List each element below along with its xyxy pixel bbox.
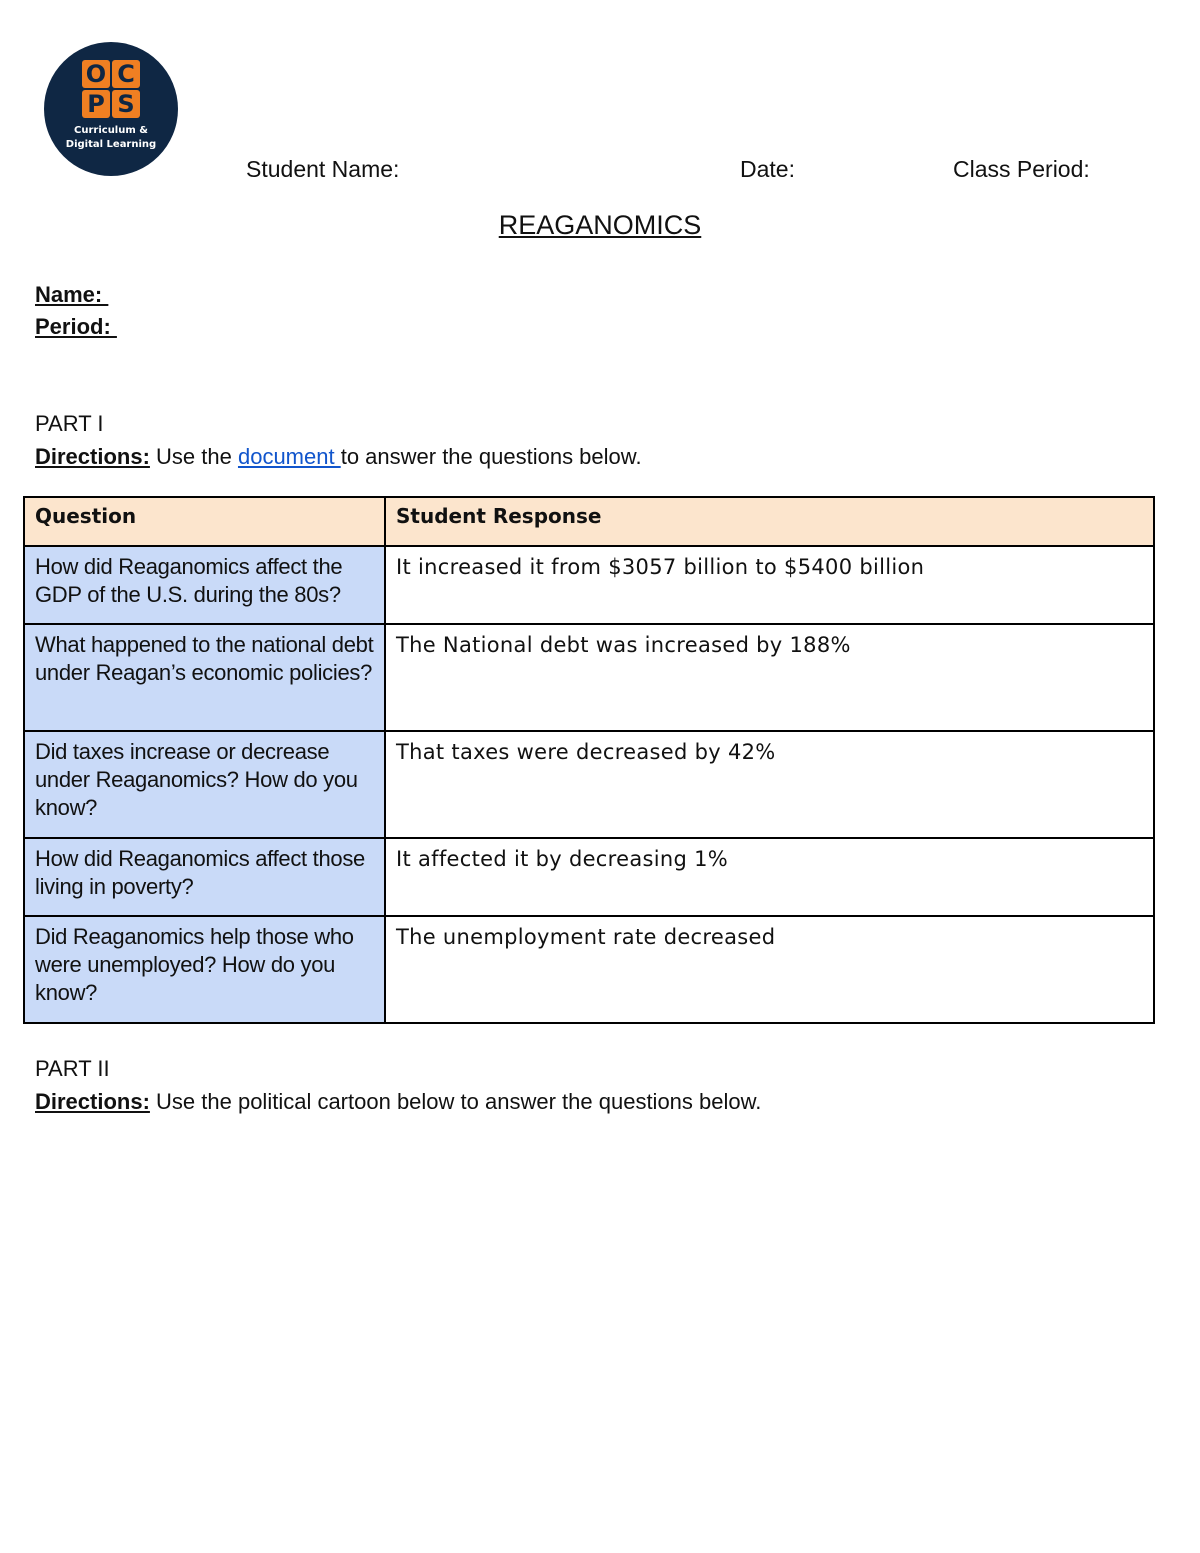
table-row	[24, 546, 1154, 624]
response-cell[interactable]: The National debt was increased by 188%	[385, 624, 1154, 731]
question-cell: Did Reaganomics help those who were unemployed? How do you know?	[24, 916, 385, 1023]
page-title: REAGANOMICS	[498, 210, 702, 240]
part1-directions	[35, 444, 642, 470]
name-label: Name:	[35, 282, 109, 307]
logo-caption	[54, 124, 168, 152]
table-row	[24, 916, 1154, 1023]
questions-table	[23, 496, 1155, 1024]
table-row	[24, 838, 1154, 916]
part2-heading: PART II	[35, 1056, 110, 1081]
logo-caption-line2: Digital Learning	[65, 139, 157, 150]
question-cell: How did Reaganomics affect those living in poverty?	[24, 838, 385, 916]
response-cell[interactable]: That taxes were decreased by 42%	[385, 731, 1154, 838]
response-cell[interactable]: It affected it by decreasing 1%	[385, 838, 1154, 916]
table-row	[24, 624, 1154, 731]
part1-heading: PART I	[35, 411, 104, 436]
student-name-label: Student Name:	[246, 156, 400, 182]
ocps-logo-letters	[82, 60, 140, 118]
part2-directions-suffix: to answer the questions below.	[460, 1089, 762, 1114]
ocps-logo	[44, 42, 178, 176]
part1-directions-label: Directions:	[35, 444, 150, 469]
header-student-response: Student Response	[385, 497, 1154, 546]
part2-directions	[35, 1089, 761, 1115]
response-cell[interactable]: It increased it from $3057 billion to $5400 billion	[385, 546, 1154, 624]
logo-caption-line1: Curriculum &	[74, 125, 148, 136]
class-period-label: Class Period:	[953, 156, 1090, 182]
question-cell: What happened to the national debt under Reagan’s economic policies?	[24, 624, 385, 731]
date-label: Date:	[740, 156, 795, 182]
logo-letter: P	[82, 90, 110, 118]
response-cell[interactable]: The unemployment rate decreased	[385, 916, 1154, 1023]
logo-letter: C	[112, 60, 140, 88]
part1-directions-suffix: to answer the questions below.	[340, 444, 642, 469]
part1-directions-prefix: Use the	[149, 444, 238, 469]
table-header-row	[24, 497, 1154, 546]
period-label: Period:	[35, 314, 117, 339]
document-link[interactable]: document	[237, 444, 341, 469]
question-cell: How did Reaganomics affect the GDP of the U.S. during the 80s?	[24, 546, 385, 624]
part2-directions-prefix: Use the political cartoon below	[149, 1089, 461, 1114]
header-question: Question	[24, 497, 385, 546]
question-cell: Did taxes increase or decrease under Reaganomics? How do you know?	[24, 731, 385, 838]
logo-letter: O	[82, 60, 110, 88]
table-row	[24, 731, 1154, 838]
logo-letter: S	[112, 90, 140, 118]
part2-directions-label: Directions:	[35, 1089, 150, 1114]
